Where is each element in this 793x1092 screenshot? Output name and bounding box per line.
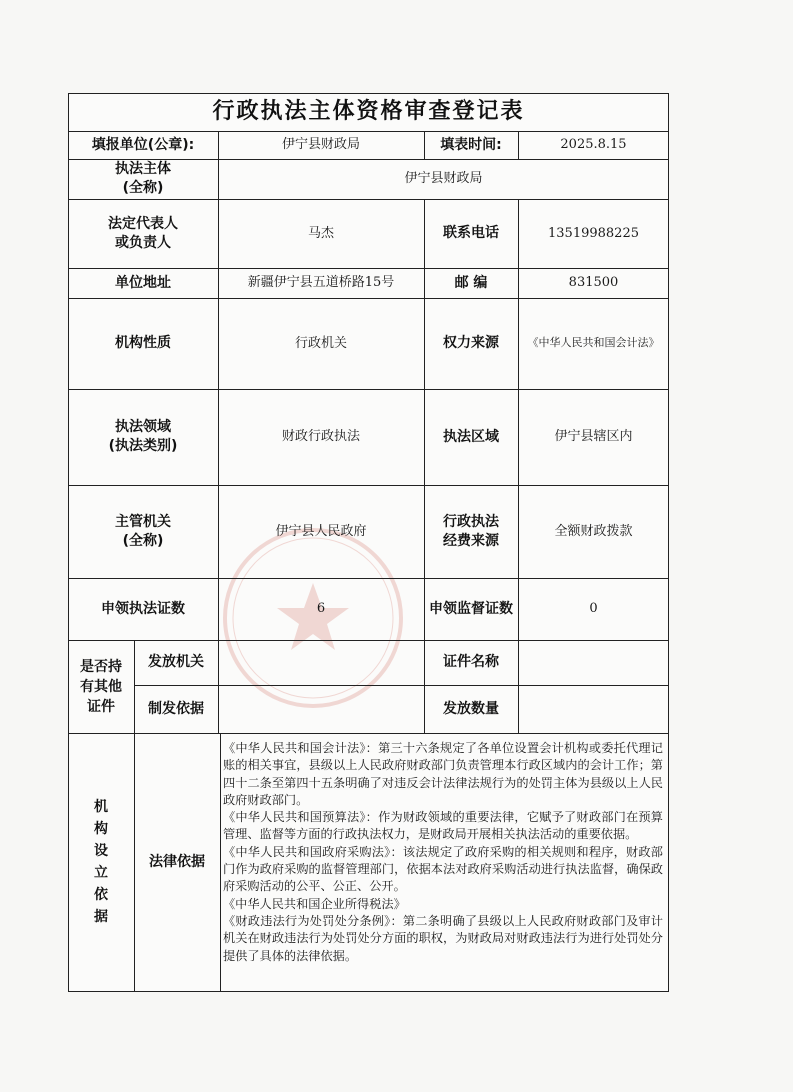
legal-paragraph: 《中华人民共和国企业所得税法》 [223,896,406,911]
issue-basis-label: 制发依据 [148,700,204,717]
unit-label: 填报单位(公章): [91,136,195,153]
phone-label: 联系电话 [443,225,499,242]
fund-source-label: 行政执法 经费来源 [443,513,499,549]
zip-label: 邮 编 [454,274,488,291]
subject-label: 执法主体 (全称) [115,161,171,196]
registration-form [68,93,669,992]
legal-paragraph: 《中华人民共和国政府采购法》：该法规定了政府采购的相关规则和程序，财政部门作为政府采购的监督管理部门，依据本法对政府采购活动进行执法监督，确保政府采购活动的公平、公正、公开。 [223,844,663,894]
establishment-basis-label: 机 构 设 立 依 据 [94,799,108,925]
power-source-label: 权力来源 [443,335,499,352]
phone-value: 13519988225 [548,225,639,241]
cert-name-label: 证件名称 [443,654,499,671]
representative-value: 马杰 [307,225,334,241]
unit-value: 伊宁县财政局 [281,137,360,153]
area-value: 伊宁县辖区内 [554,429,633,445]
field-value: 财政行政执法 [281,429,360,445]
nature-value: 行政机关 [294,335,347,351]
power-source-value: 《中华人民共和国会计法》 [527,336,660,350]
legal-paragraph: 《中华人民共和国预算法》：作为财政领域的重要法律，它赋予了财政部门在预算管理、监督等方面的行政执法权力，是财政局开展相关执法活动的重要依据。 [223,810,663,842]
issue-basis-value [218,685,424,733]
cert-count-label: 申领执法证数 [101,600,185,617]
area-label: 执法区域 [443,428,499,445]
time-value: 2025.8.15 [560,137,627,153]
fund-source-value: 全额财政拨款 [554,523,633,539]
issue-count-label: 发放数量 [443,700,499,717]
authority-label: 主管机关 (全称) [115,513,171,549]
issuer-label: 发放机关 [148,654,204,671]
time-label: 填表时间: [440,136,502,153]
zip-value: 831500 [568,275,619,291]
supervise-count-value: 0 [589,601,598,617]
subject-value: 伊宁县财政局 [404,171,483,187]
legal-basis-label: 法律依据 [149,853,205,870]
nature-label: 机构性质 [115,335,171,352]
legal-paragraph: 《财政违法行为处罚处分条例》：第二条明确了县级以上人民政府财政部门及审计机关在财政违法行为处罚处分方面的职权，为财政局对财政违法行为进行处罚处分提供了具体的法律依据。 [223,913,663,963]
issuer-value [218,640,424,685]
representative-label: 法定代表人 或负责人 [108,215,178,251]
cert-name-value [518,640,669,685]
supervise-count-label: 申领监督证数 [429,600,513,617]
address-label: 单位地址 [115,274,171,291]
issue-count-value [518,685,669,733]
cert-count-value: 6 [316,601,326,617]
other-certs-label: 是否持 有其他 证件 [80,658,122,715]
legal-paragraph: 《中华人民共和国会计法》：第三十六条规定了各单位设置会计机构或委托代理记账的相关事宜，县级以上人民政府财政部门负责管理本行政区域内的会计工作；第四十二条至第四十五条明确了对违反会计法律法规行为的处罚主体为县级以上人民政府财政部门。 [223,741,663,807]
field-label: 执法领域 (执法类别) [108,419,178,454]
address-value: 新疆伊宁县五道桥路15号 [247,275,395,291]
page-title: 行政执法主体资格审查登记表 [212,99,525,125]
legal-basis-text [223,740,663,965]
authority-value: 伊宁县人民政府 [275,523,367,539]
